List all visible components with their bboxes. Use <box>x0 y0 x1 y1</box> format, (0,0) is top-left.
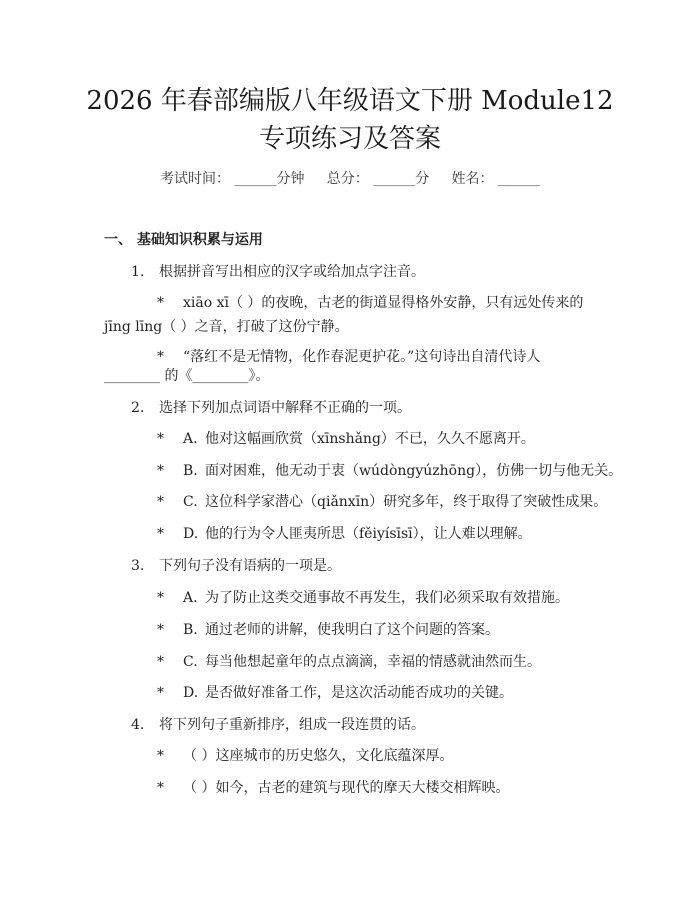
question-stem: 选择下列加点词语中解释不正确的一项。 <box>159 400 411 416</box>
bullet-icon: * <box>157 685 164 701</box>
option-text: 每当他想起童年的点点滴滴，幸福的情感就油然而生。 <box>205 654 541 670</box>
option-text: 他的行为令人匪夷所思（fěiyísīsī），让人难以理解。 <box>205 526 532 542</box>
question-number: 2. <box>131 400 145 416</box>
exam-meta: 考试时间： ______分钟 总分： ______分 姓名： ______ <box>160 171 540 187</box>
q1-bullet-1-line1: xiāo xī（ ）的夜晚，古老的街道显得格外安静，只有远处传来的 <box>183 295 584 311</box>
q3-option-c <box>157 652 541 672</box>
q1-bullet-2-line2: ________ 的《________》。 <box>104 368 270 384</box>
bullet-icon: * <box>157 654 164 670</box>
q1-bullet-2 <box>157 347 540 367</box>
question-stem: 下列句子没有语病的一项是。 <box>159 558 341 574</box>
item-text: （ ）如今，古老的建筑与现代的摩天大楼交相辉映。 <box>183 780 510 796</box>
option-letter: A. <box>183 431 198 447</box>
option-text: 他对这幅画欣赏（xīnshǎng）不已，久久不愿离开。 <box>205 431 535 447</box>
q4-item-1 <box>157 746 453 766</box>
document-title-line2: 专项练习及答案 <box>258 124 441 154</box>
section-heading: 一、 基础知识积累与运用 <box>104 232 263 248</box>
q3-option-d <box>157 683 513 703</box>
option-letter: C. <box>183 494 198 510</box>
q1-bullet-1-line2: jīng līng（ ）之音，打破了这份宁静。 <box>104 319 349 335</box>
option-letter: B. <box>183 622 198 638</box>
bullet-icon: * <box>157 622 164 638</box>
item-text: （ ）这座城市的历史悠久，文化底蕴深厚。 <box>183 748 454 764</box>
question-1 <box>131 262 425 282</box>
option-text: 这位科学家潜心（qiǎnxīn）研究多年，终于取得了突破性成果。 <box>205 494 608 510</box>
document-title-line1: 2026 年春部编版八年级语文下册 Module12 <box>86 86 614 116</box>
bullet-icon: * <box>157 349 164 365</box>
q3-option-b <box>157 620 499 640</box>
bullet-icon: * <box>157 748 164 764</box>
option-text: 面对困难，他无动于衷（wúdòngyúzhōng），仿佛一切与他无关。 <box>205 463 623 479</box>
question-4 <box>131 715 425 735</box>
question-number: 1. <box>131 264 145 280</box>
question-number: 4. <box>131 717 145 733</box>
option-letter: B. <box>183 463 198 479</box>
q1-bullet-2-line1: “落红不是无情物，化作春泥更护花。”这句诗出自清代诗人 <box>183 349 541 365</box>
q3-option-a <box>157 588 569 608</box>
question-number: 3. <box>131 558 145 574</box>
q1-bullet-1 <box>157 293 583 313</box>
question-3 <box>131 556 341 576</box>
option-letter: D. <box>183 685 199 701</box>
option-letter: D. <box>183 526 199 542</box>
option-text: 是否做好准备工作，是这次活动能否成功的关键。 <box>205 685 513 701</box>
q2-option-c <box>157 492 607 512</box>
q2-option-a <box>157 429 535 449</box>
q4-item-2 <box>157 778 509 798</box>
question-stem: 将下列句子重新排序，组成一段连贯的话。 <box>159 717 425 733</box>
bullet-icon: * <box>157 463 164 479</box>
q2-option-d <box>157 524 532 544</box>
option-text: 通过老师的讲解，使我明白了这个问题的答案。 <box>205 622 499 638</box>
bullet-icon: * <box>157 526 164 542</box>
bullet-icon: * <box>157 780 164 796</box>
option-letter: C. <box>183 654 198 670</box>
bullet-icon: * <box>157 431 164 447</box>
q2-option-b <box>157 461 622 481</box>
question-stem: 根据拼音写出相应的汉字或给加点字注音。 <box>159 264 425 280</box>
option-letter: A. <box>183 590 198 606</box>
option-text: 为了防止这类交通事故不再发生，我们必须采取有效措施。 <box>205 590 569 606</box>
bullet-icon: * <box>157 295 164 311</box>
question-2 <box>131 398 411 418</box>
bullet-icon: * <box>157 590 164 606</box>
bullet-icon: * <box>157 494 164 510</box>
